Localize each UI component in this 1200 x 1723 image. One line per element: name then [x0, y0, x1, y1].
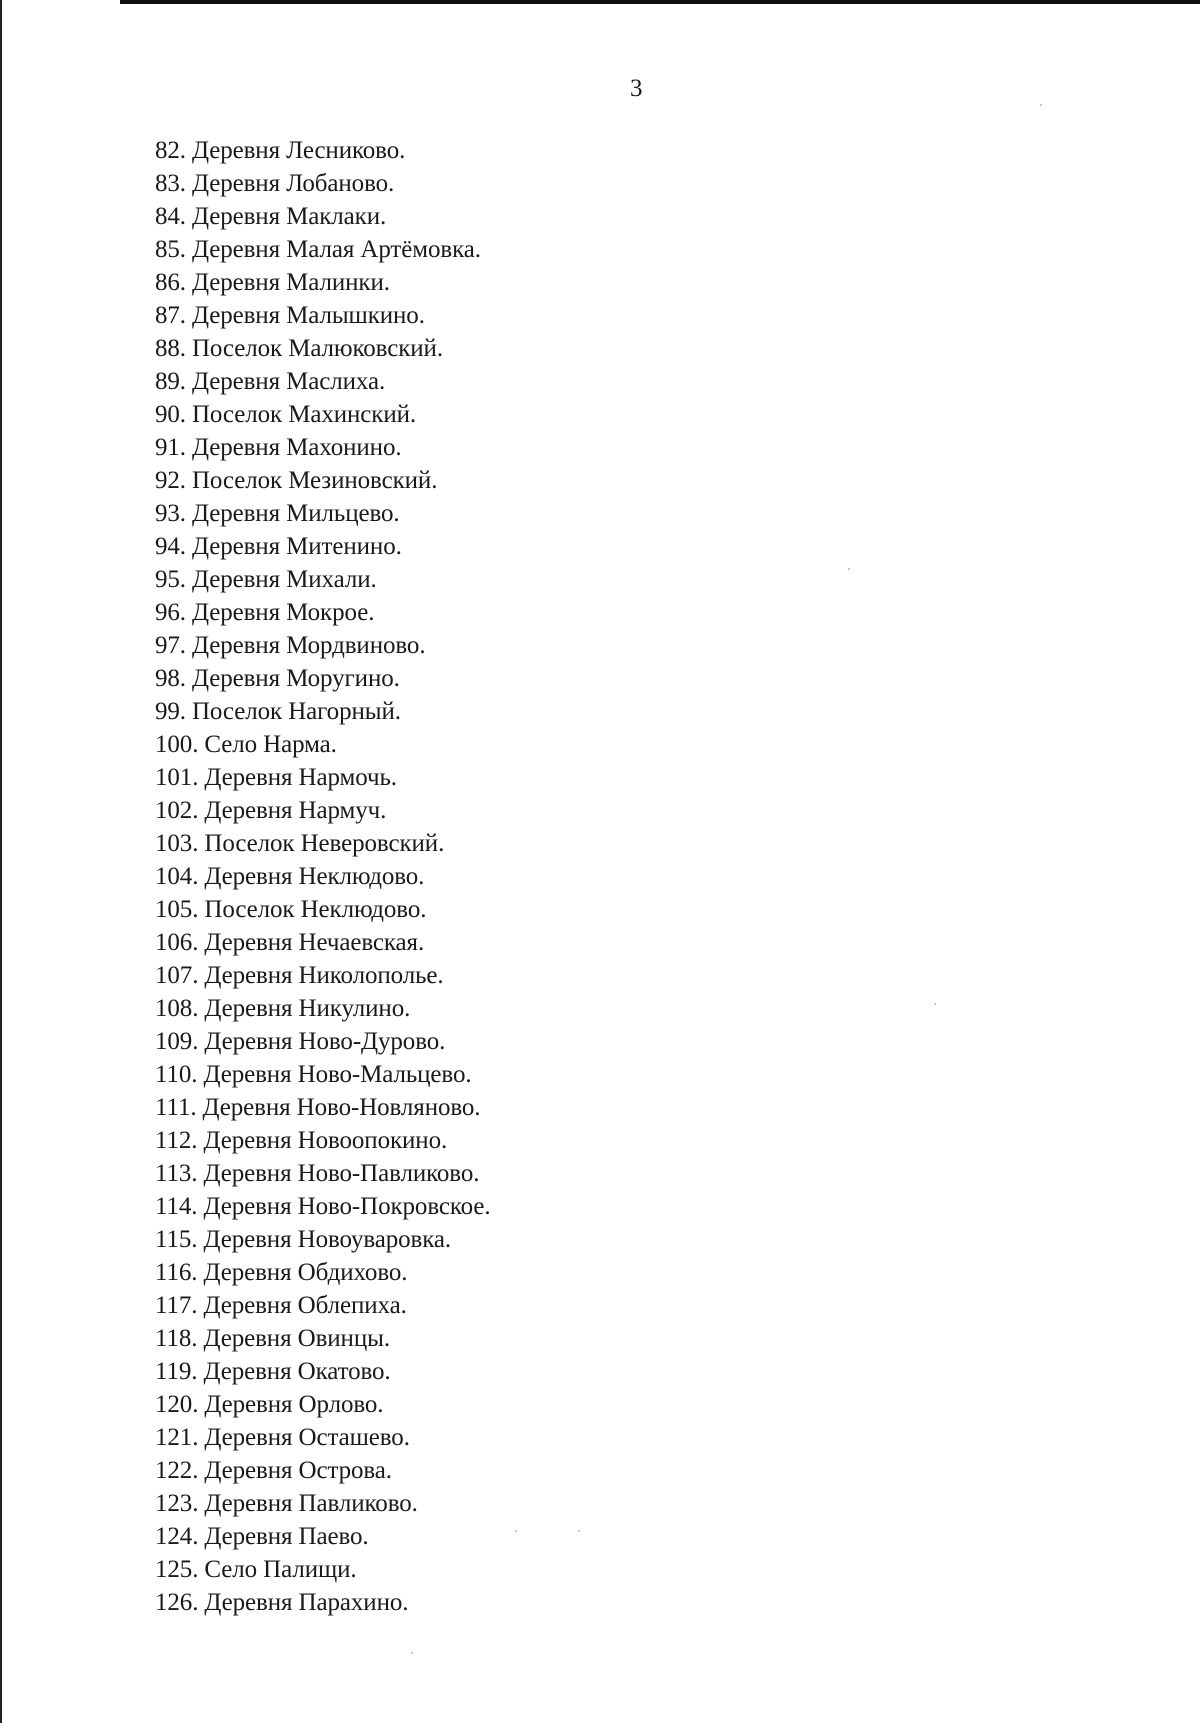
- settlement-name: Деревня Осташево.: [204, 1424, 410, 1451]
- list-item: [155, 1553, 491, 1586]
- settlement-name: Деревня Острова.: [204, 1457, 392, 1484]
- settlement-name: Деревня Парахино.: [204, 1589, 409, 1616]
- list-item: [155, 464, 491, 497]
- settlement-name: Деревня Нармочь.: [204, 764, 397, 791]
- settlement-name: Деревня Овинцы.: [203, 1325, 390, 1352]
- settlement-name: Деревня Маклаки.: [191, 203, 387, 230]
- item-number: 113.: [155, 1160, 198, 1187]
- item-number: 114.: [155, 1193, 198, 1220]
- list-item: [155, 992, 491, 1025]
- list-item: [155, 233, 491, 266]
- list-item: [155, 530, 491, 563]
- scan-speck: [934, 1003, 936, 1005]
- list-item: [155, 1157, 491, 1190]
- list-item: [155, 860, 491, 893]
- list-item: [155, 695, 491, 728]
- settlement-list: [155, 134, 491, 1619]
- item-number: 98.: [155, 665, 186, 692]
- item-number: 94.: [155, 533, 186, 560]
- list-item: [155, 1124, 491, 1157]
- item-number: 88.: [155, 335, 186, 362]
- settlement-name: Деревня Нармуч.: [204, 797, 387, 824]
- settlement-name: Деревня Облепиха.: [203, 1292, 407, 1319]
- item-number: 105.: [155, 896, 199, 923]
- settlement-name: Деревня Ново-Дурово.: [204, 1028, 446, 1055]
- item-number: 99.: [155, 698, 186, 725]
- settlement-name: Деревня Малинки.: [191, 269, 390, 296]
- scan-speck: [848, 568, 850, 570]
- list-item: [155, 893, 491, 926]
- settlement-name: Деревня Лобаново.: [191, 170, 395, 197]
- settlement-name: Деревня Мордвиново.: [191, 632, 426, 659]
- item-number: 92.: [155, 467, 186, 494]
- item-number: 84.: [155, 203, 186, 230]
- list-item: [155, 1025, 491, 1058]
- item-number: 97.: [155, 632, 186, 659]
- settlement-name: Деревня Ново-Новляново.: [202, 1094, 481, 1121]
- scan-border-top: [120, 0, 1200, 4]
- list-item: [155, 596, 491, 629]
- settlement-name: Деревня Ново-Павликово.: [203, 1160, 480, 1187]
- list-item: [155, 1421, 491, 1454]
- settlement-name: Деревня Николополье.: [204, 962, 444, 989]
- item-number: 126.: [155, 1589, 199, 1616]
- item-number: 85.: [155, 236, 186, 263]
- item-number: 90.: [155, 401, 186, 428]
- list-item: [155, 629, 491, 662]
- list-item: [155, 200, 491, 233]
- list-item: [155, 662, 491, 695]
- item-number: 101.: [155, 764, 199, 791]
- list-item: [155, 497, 491, 530]
- list-item: [155, 761, 491, 794]
- item-number: 110.: [155, 1061, 198, 1088]
- settlement-name: Село Палищи.: [204, 1556, 357, 1583]
- list-item: [155, 1091, 491, 1124]
- item-number: 117.: [155, 1292, 198, 1319]
- list-item: [155, 167, 491, 200]
- item-number: 123.: [155, 1490, 199, 1517]
- scan-speck: [578, 1530, 580, 1532]
- settlement-name: Деревня Ново-Мальцево.: [203, 1061, 472, 1088]
- settlement-name: Деревня Лесниково.: [191, 137, 406, 164]
- list-item: [155, 1487, 491, 1520]
- settlement-name: Деревня Никулино.: [204, 995, 411, 1022]
- item-number: 121.: [155, 1424, 199, 1451]
- list-item: [155, 1520, 491, 1553]
- item-number: 95.: [155, 566, 186, 593]
- list-item: [155, 1190, 491, 1223]
- item-number: 87.: [155, 302, 186, 329]
- item-number: 103.: [155, 830, 199, 857]
- item-number: 119.: [155, 1358, 198, 1385]
- settlement-name: Деревня Паево.: [204, 1523, 369, 1550]
- list-item: [155, 134, 491, 167]
- list-item: [155, 1355, 491, 1388]
- item-number: 125.: [155, 1556, 199, 1583]
- list-item: [155, 1256, 491, 1289]
- list-item: [155, 1289, 491, 1322]
- item-number: 93.: [155, 500, 186, 527]
- list-item: [155, 1058, 491, 1091]
- settlement-name: Деревня Мокрое.: [191, 599, 375, 626]
- settlement-name: Поселок Малюковский.: [191, 335, 443, 362]
- list-item: [155, 959, 491, 992]
- settlement-name: Деревня Маслиха.: [191, 368, 386, 395]
- list-item: [155, 398, 491, 431]
- list-item: [155, 926, 491, 959]
- settlement-name: Деревня Орлово.: [204, 1391, 384, 1418]
- settlement-name: Деревня Махонино.: [191, 434, 402, 461]
- list-item: [155, 266, 491, 299]
- item-number: 89.: [155, 368, 186, 395]
- list-item: [155, 431, 491, 464]
- item-number: 112.: [155, 1127, 198, 1154]
- settlement-name: Поселок Нагорный.: [191, 698, 401, 725]
- list-item: [155, 1454, 491, 1487]
- settlement-name: Деревня Малышкино.: [191, 302, 425, 329]
- item-number: 82.: [155, 137, 186, 164]
- item-number: 118.: [155, 1325, 198, 1352]
- item-number: 104.: [155, 863, 199, 890]
- scan-border-left: [0, 0, 2, 1723]
- item-number: 86.: [155, 269, 186, 296]
- list-item: [155, 1223, 491, 1256]
- settlement-name: Поселок Махинский.: [191, 401, 417, 428]
- settlement-name: Деревня Михали.: [191, 566, 377, 593]
- list-item: [155, 365, 491, 398]
- settlement-name: Поселок Неверовский.: [204, 830, 445, 857]
- item-number: 91.: [155, 434, 186, 461]
- list-item: [155, 728, 491, 761]
- item-number: 109.: [155, 1028, 199, 1055]
- item-number: 83.: [155, 170, 186, 197]
- settlement-name: Деревня Малая Артёмовка.: [191, 236, 481, 263]
- list-item: [155, 1322, 491, 1355]
- list-item: [155, 299, 491, 332]
- list-item: [155, 1586, 491, 1619]
- list-item: [155, 827, 491, 860]
- list-item: [155, 794, 491, 827]
- settlement-name: Деревня Новоуваровка.: [203, 1226, 452, 1253]
- settlement-name: Деревня Митенино.: [191, 533, 402, 560]
- item-number: 102.: [155, 797, 199, 824]
- list-item: [155, 332, 491, 365]
- item-number: 111.: [155, 1094, 197, 1121]
- settlement-name: Деревня Окатово.: [203, 1358, 391, 1385]
- item-number: 124.: [155, 1523, 199, 1550]
- item-number: 115.: [155, 1226, 198, 1253]
- settlement-name: Деревня Новоопокино.: [203, 1127, 448, 1154]
- page-number: 3: [630, 75, 643, 102]
- scan-speck: [411, 1652, 413, 1654]
- item-number: 122.: [155, 1457, 199, 1484]
- settlement-name: Деревня Нечаевская.: [204, 929, 425, 956]
- list-item: [155, 1388, 491, 1421]
- settlement-name: Поселок Неклюдово.: [204, 896, 427, 923]
- item-number: 100.: [155, 731, 199, 758]
- scan-speck: [515, 1530, 517, 1532]
- item-number: 107.: [155, 962, 199, 989]
- item-number: 106.: [155, 929, 199, 956]
- settlement-name: Деревня Неклюдово.: [204, 863, 425, 890]
- settlement-name: Деревня Павликово.: [204, 1490, 418, 1517]
- list-item: [155, 563, 491, 596]
- item-number: 108.: [155, 995, 199, 1022]
- settlement-name: Село Нарма.: [204, 731, 337, 758]
- settlement-name: Деревня Обдихово.: [203, 1259, 408, 1286]
- item-number: 96.: [155, 599, 186, 626]
- item-number: 116.: [155, 1259, 198, 1286]
- settlement-name: Деревня Мильцево.: [191, 500, 400, 527]
- settlement-name: Деревня Ново-Покровское.: [203, 1193, 491, 1220]
- scan-speck: [1040, 104, 1042, 106]
- item-number: 120.: [155, 1391, 199, 1418]
- settlement-name: Поселок Мезиновский.: [191, 467, 438, 494]
- settlement-name: Деревня Моругино.: [191, 665, 400, 692]
